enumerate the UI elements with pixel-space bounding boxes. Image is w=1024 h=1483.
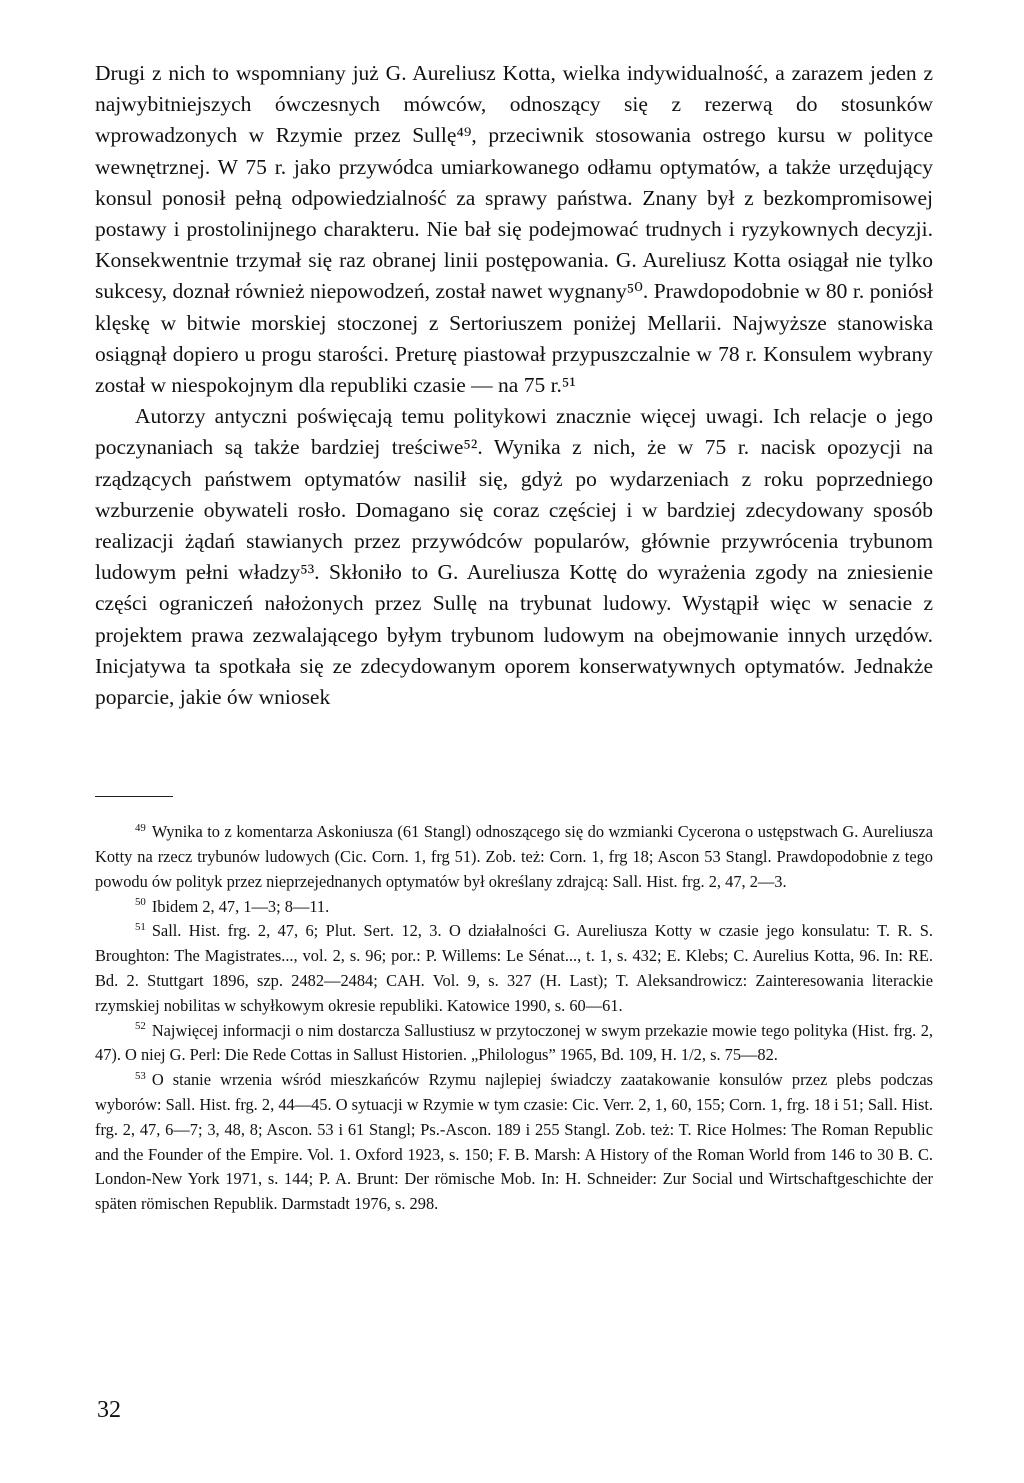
- footnote-number: 52: [135, 1020, 146, 1033]
- page-number: 32: [97, 1397, 121, 1423]
- footnote-number: 51: [135, 920, 146, 933]
- footnote-number: 50: [135, 896, 146, 909]
- footnote-53: [95, 1068, 933, 1217]
- paragraph-2: Autorzy antyczni poświęcają temu politykowi znacznie więcej uwagi. Ich relacje o jego poczynaniach są także bardziej treściwe⁵². Wynika z nich, że w 75 r. nacisk opozycji na rządzących państwem optymatów nasilił się, gdyż po wydarzeniach z roku poprzedniego wzburzenie obywateli rosło. Domagano się coraz częściej i w bardziej zdecydowany sposób realizacji żądań stawianych przez przywódców popularów, głównie przywrócenia trybunom ludowym pełni władzy⁵³. Skłoniło to G. Aureliusza Kottę do wyrażenia zgody na zniesienie części ograniczeń nałożonych przez Sullę na trybunat ludowy. Wystąpił więc w senacie z projektem prawa zezwalającego byłym trybunom ludowym na obejmowanie innych urzędów. Inicjatywa ta spotkała się ze zdecydowanym oporem konserwatywnych optymatów. Jednakże poparcie, jakie ów wniosek: [95, 404, 933, 710]
- footnote-text: Najwięcej informacji o nim dostarcza Sallustiusz w przytoczonej w swym przekazie mowie tego polityka (Hist. frg. 2, 47). O niej G. Perl: Die Rede Cottas in Sallust Historien. „Philologus” 1965, Bd. 109, H. 1/2, s. 75—82.: [95, 1020, 933, 1065]
- footnote-number: 49: [135, 821, 146, 834]
- footnote-text: Wynika to z komentarza Askoniusza (61 Stangl) odnoszącego się do wzmianki Cycerona o ustępstwach G. Aureliusza Kotty na rzecz trybunów ludowych (Cic. Corn. 1, frg 51). Zob. też: Corn. 1, frg 18; Ascon 53 Stangl. Prawdopodobnie z tego powodu ów polityk przez nieprzejednanych optymatów był określany zdrajcą: Sall. Hist. frg. 2, 47, 2—3.: [95, 822, 933, 891]
- footnotes: [95, 820, 933, 1217]
- footnote-50: [95, 895, 933, 920]
- paragraph-1: Drugi z nich to wspomniany już G. Aureliusz Kotta, wielka indywidualność, a zarazem jeden z najwybitniejszych ówczesnych mówców, odnoszący się z rezerwą do stosunków wprowadzonych w Rzymie przez Sullę⁴⁹, przeciwnik stosowania ostrego kursu w polityce wewnętrznej. W 75 r. jako przywódca umiarkowanego odłamu optymatów, a także urzędujący konsul ponosił pełną odpowiedzialność za sprawy państwa. Znany był z bezkompromisowej postawy i prostolinijnego charakteru. Nie bał się podejmować trudnych i ryzykownych decyzji. Konsekwentnie trzymał się raz obranej linii postępowania. G. Aureliusz Kotta osiągał nie tylko sukcesy, doznał również niepowodzeń, został nawet wygnany⁵⁰. Prawdopodobnie w 80 r. poniósł klęskę w bitwie morskiej stoczonej z Sertoriuszem poniżej Mellarii. Najwyższe stanowiska osiągnął dopiero u progu starości. Preturę piastował przypuszczalnie w 78 r. Konsulem wybrany został w niespokojnym dla republiki czasie — na 75 r.⁵¹: [95, 61, 933, 398]
- footnote-separator: [95, 796, 173, 797]
- footnote-49: [95, 820, 933, 894]
- footnote-51: [95, 919, 933, 1018]
- footnote-text: O stanie wrzenia wśród mieszkańców Rzymu najlepiej świadczy zaatakowanie konsulów przez plebs podczas wyborów: Sall. Hist. frg. 2, 44—45. O sytuacji w Rzymie w tym czasie: Cic. Verr. 2, 1, 60, 155; Corn. 1, frg. 18 i 51; Sall. Hist. frg. 2, 47, 6—7; 3, 48, 8; Ascon. 53 i 61 Stangl; Ps.-Ascon. 189 i 255 Stangl. Zob. też: T. Rice Holmes: The Roman Republic and the Founder of the Empire. Vol. 1. Oxford 1923, s. 150; F. B. Marsh: A History of the Roman World from 146 to 30 B. C. London-New York 1971, s. 144; P. A. Brunt: Der römische Mob. In: H. Schneider: Zur Social und Wirtschaftgeschichte der späten römischen Republik. Darmstadt 1976, s. 298.: [95, 1070, 933, 1214]
- footnote-text: Ibidem 2, 47, 1—3; 8—11.: [151, 896, 330, 916]
- footnote-text: Sall. Hist. frg. 2, 47, 6; Plut. Sert. 12, 3. O działalności G. Aureliusza Kotty w czasie jego konsulatu: T. R. S. Broughton: The Magistrates..., vol. 2, s. 96; por.: P. Willems: Le Sénat..., t. 1, s. 432; E. Klebs; C. Aurelius Kotta, 96. In: RE. Bd. 2. Stuttgart 1896, szp. 2482—2484; CAH. Vol. 9, s. 327 (H. Last); T. Aleksandrowicz: Zainteresowania literackie rzymskiej nobilitas w schyłkowym okresie republiki. Katowice 1990, s. 60—61.: [95, 921, 933, 1015]
- footnote-52: [95, 1019, 933, 1069]
- main-text: [95, 58, 933, 713]
- footnote-number: 53: [135, 1069, 146, 1082]
- book-page: [95, 58, 933, 1217]
